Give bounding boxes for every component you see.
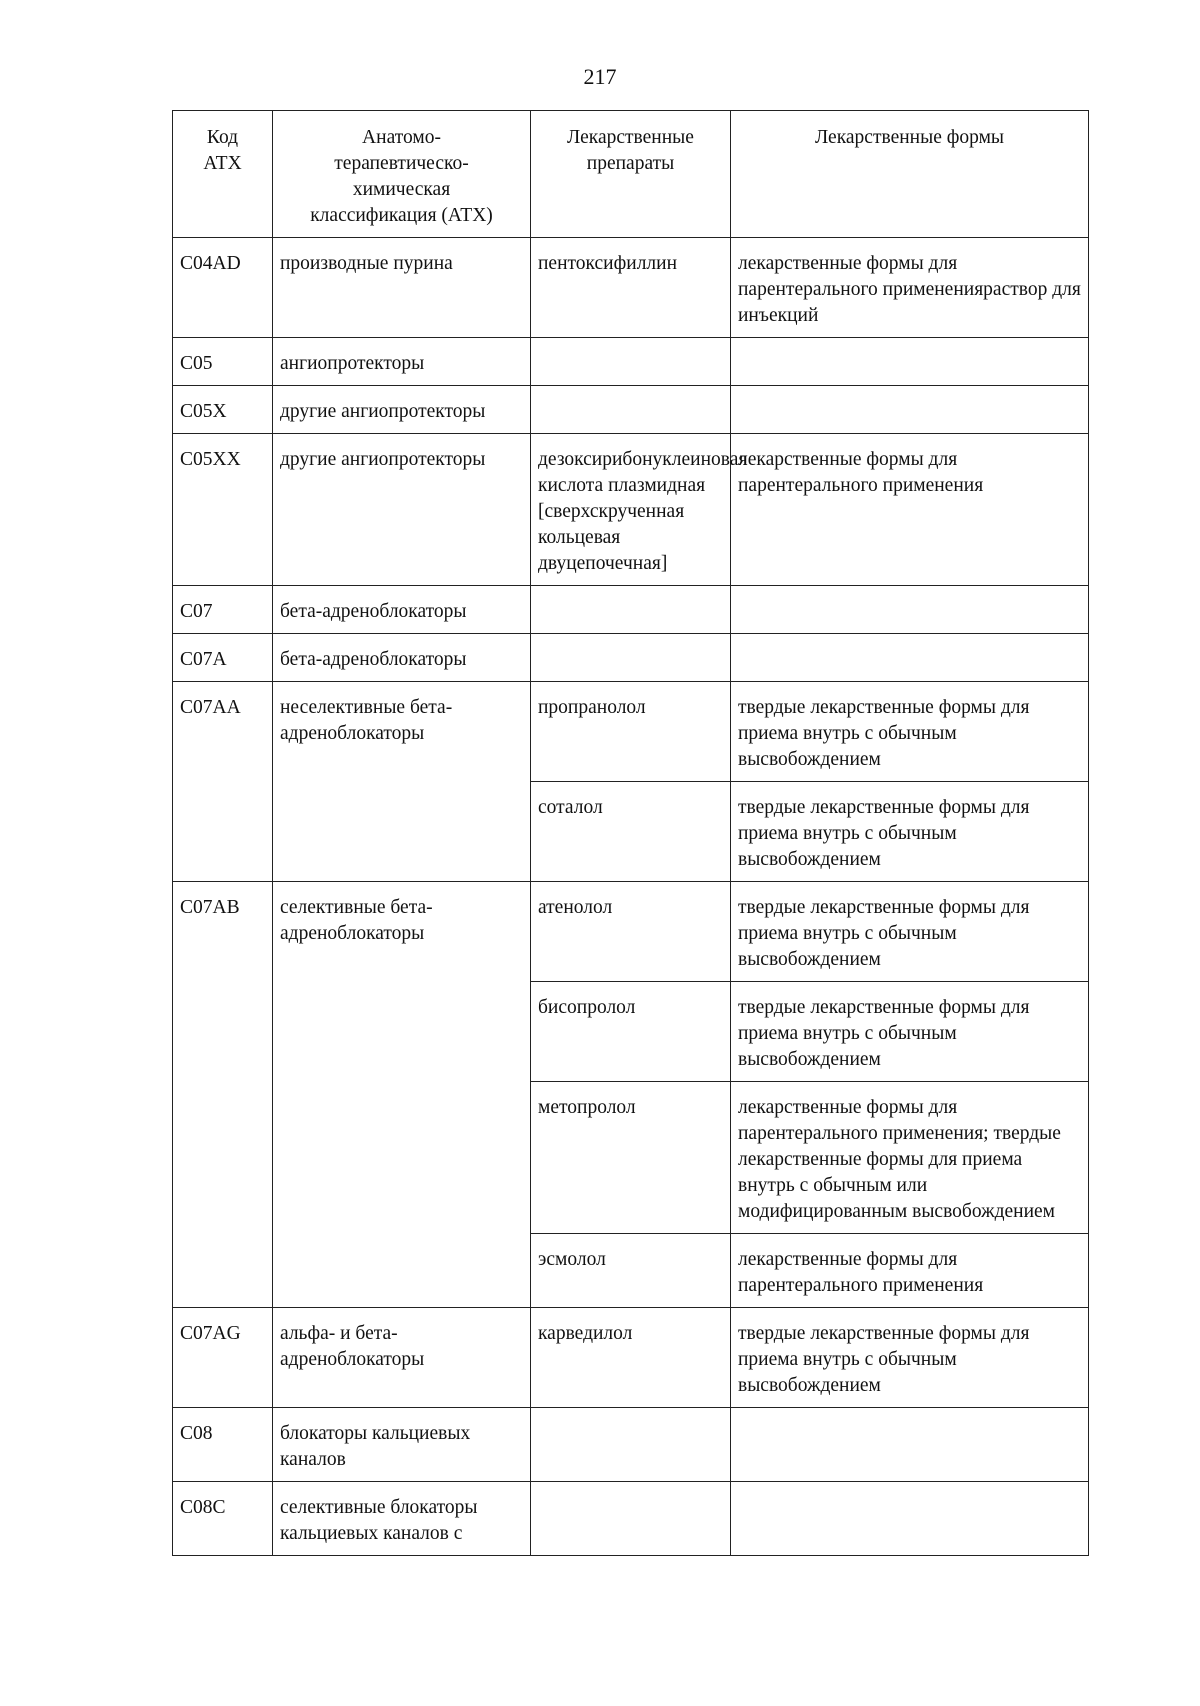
header-row (173, 111, 1089, 238)
table-row (173, 1482, 1089, 1556)
drug-cell: пропранолол (531, 682, 731, 782)
drug-cell: соталол (531, 782, 731, 882)
form-cell: лекарственные формы для парентерального применения (731, 1234, 1089, 1308)
table-row (173, 434, 1089, 586)
form-cell: твердые лекарственные формы для приема внутрь с обычным высвобождением (731, 1308, 1089, 1408)
table-row (173, 682, 1089, 782)
table-row (173, 634, 1089, 682)
drug-cell: бисопролол (531, 982, 731, 1082)
drug-cell: пентоксифиллин (531, 238, 731, 338)
form-cell: лекарственные формы для парентерального применения; твердые лекарственные формы для приема внутрь с обычным или модифицированным высвобождением (731, 1082, 1089, 1234)
form-cell: твердые лекарственные формы для приема внутрь с обычным высвобождением (731, 782, 1089, 882)
code-cell: C07 (173, 586, 273, 634)
form-cell (731, 586, 1089, 634)
drug-cell (531, 338, 731, 386)
form-cell: твердые лекарственные формы для приема внутрь с обычным высвобождением (731, 682, 1089, 782)
table-row (173, 882, 1089, 982)
drug-cell: дезоксирибонуклеиновая кислота плазмидная [сверхскрученная кольцевая двуцепочечная] (531, 434, 731, 586)
table-row (173, 1408, 1089, 1482)
drug-cell (531, 1482, 731, 1556)
form-cell: твердые лекарственные формы для приема внутрь с обычным высвобождением (731, 882, 1089, 982)
form-cell: лекарственные формы для парентерального примененияраствор для инъекций (731, 238, 1089, 338)
header-classification: Анатомо-терапевтическо-химическая классификация (АТХ) (273, 111, 531, 238)
form-cell (731, 634, 1089, 682)
code-cell: C04AD (173, 238, 273, 338)
classification-cell: производные пурина (273, 238, 531, 338)
table-row (173, 386, 1089, 434)
code-cell: C07AB (173, 882, 273, 1308)
form-cell: твердые лекарственные формы для приема внутрь с обычным высвобождением (731, 982, 1089, 1082)
table-row (173, 1308, 1089, 1408)
drug-cell: атенолол (531, 882, 731, 982)
table-row (173, 238, 1089, 338)
code-cell: C08C (173, 1482, 273, 1556)
form-cell (731, 386, 1089, 434)
header-drugs: Лекарственные препараты (531, 111, 731, 238)
drug-cell: эсмолол (531, 1234, 731, 1308)
code-cell: C05XX (173, 434, 273, 586)
code-cell: C07AG (173, 1308, 273, 1408)
classification-cell: селективные блокаторы кальциевых каналов с (273, 1482, 531, 1556)
drug-cell (531, 586, 731, 634)
code-cell: C05X (173, 386, 273, 434)
classification-cell: ангиопротекторы (273, 338, 531, 386)
drug-cell (531, 386, 731, 434)
form-cell (731, 1482, 1089, 1556)
table-row (173, 586, 1089, 634)
classification-cell: неселективные бета-адреноблокаторы (273, 682, 531, 882)
drug-cell: метопролол (531, 1082, 731, 1234)
classification-cell: бета-адреноблокаторы (273, 634, 531, 682)
code-cell: C07A (173, 634, 273, 682)
header-code: Код АТХ (173, 111, 273, 238)
classification-cell: альфа- и бета-адреноблокаторы (273, 1308, 531, 1408)
header-forms: Лекарственные формы (731, 111, 1089, 238)
drug-cell: карведилол (531, 1308, 731, 1408)
code-cell: C08 (173, 1408, 273, 1482)
classification-cell: бета-адреноблокаторы (273, 586, 531, 634)
drug-cell (531, 1408, 731, 1482)
code-cell: C07AA (173, 682, 273, 882)
table-body (173, 238, 1089, 1556)
table-header (173, 111, 1089, 238)
code-cell: C05 (173, 338, 273, 386)
table-row (173, 338, 1089, 386)
form-cell (731, 1408, 1089, 1482)
classification-cell: другие ангиопротекторы (273, 434, 531, 586)
classification-cell: селективные бета-адреноблокаторы (273, 882, 531, 1308)
drug-cell (531, 634, 731, 682)
classification-cell: другие ангиопротекторы (273, 386, 531, 434)
form-cell (731, 338, 1089, 386)
classification-cell: блокаторы кальциевых каналов (273, 1408, 531, 1482)
page-number: 217 (583, 64, 617, 89)
atx-table (172, 110, 1089, 1556)
form-cell: лекарственные формы для парентерального применения (731, 434, 1089, 586)
